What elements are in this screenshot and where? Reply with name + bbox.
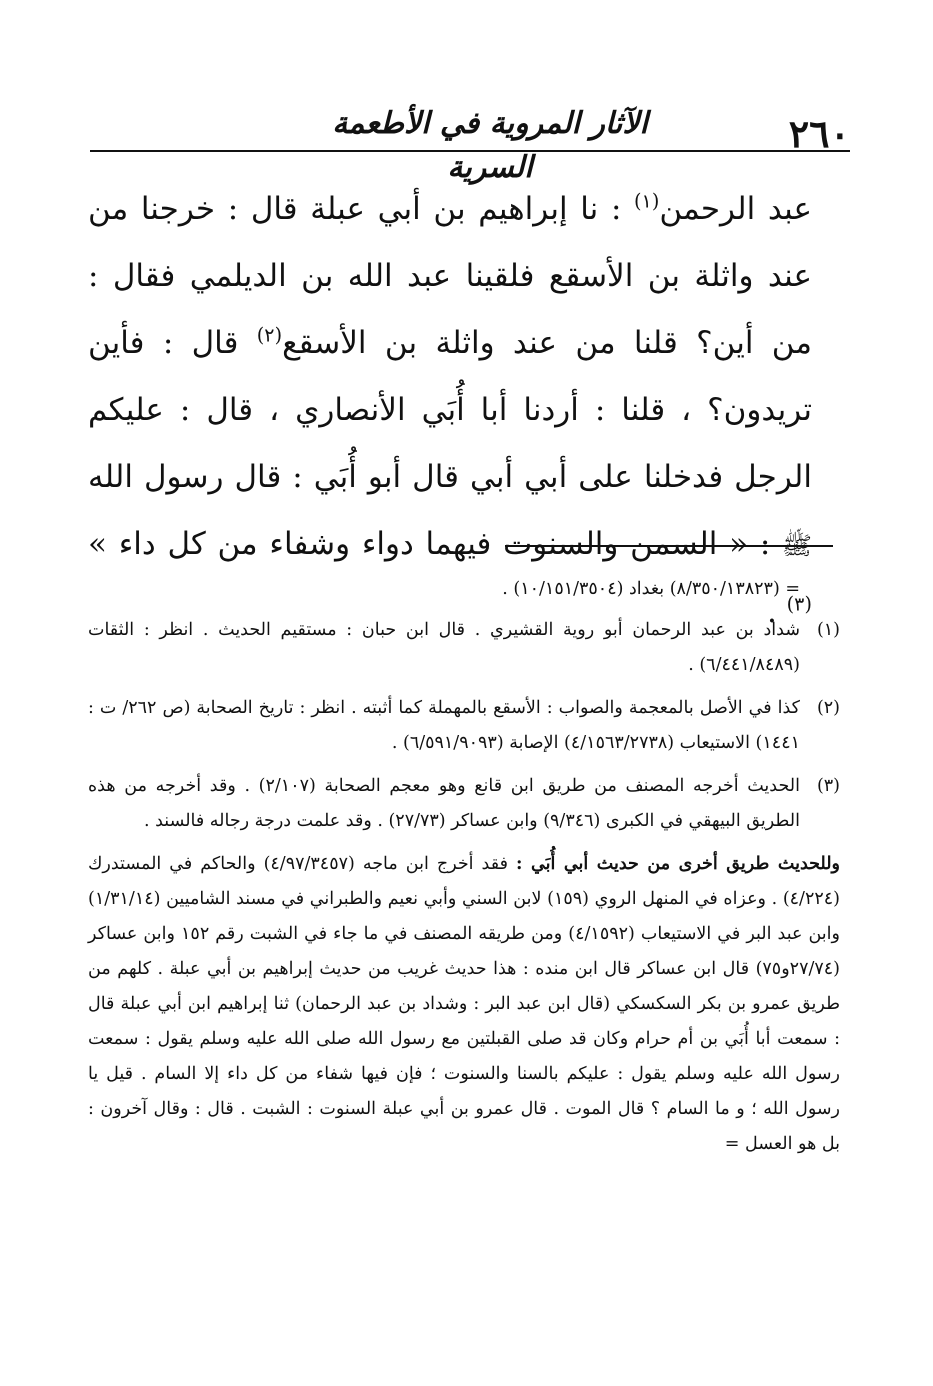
footnote-text: شداد بن عبد الرحمان أبو روية القشيري . قال ابن حبان : مستقيم الحديث . انظر : الثقات (٦/٤٤١/٨٤٨٩) . — [88, 620, 800, 675]
footnote-marker: (٣) — [816, 776, 840, 796]
footnote-reference: (٣) — [786, 592, 812, 616]
footnote-item — [88, 613, 840, 683]
footnotes — [88, 572, 840, 1162]
page-header — [90, 96, 850, 185]
page-number: ٢٦٠ — [788, 111, 850, 156]
footnote-marker: (٢) — [816, 698, 840, 718]
footnote-separator — [505, 545, 833, 547]
footnote-text: كذا في الأصل بالمعجمة والصواب : الأسقع بالمهملة كما أثبته . انظر : تاريخ الصحابة (ص ٢٦٢/ ت : ١٤٤١) الاستيعاب (٤/١٥٦٣/٢٧٣٨) الإصابة (٦/٥٩١/٩٠٩٣) . — [88, 698, 800, 753]
footnote-marker: (١) — [816, 620, 840, 640]
footnote-item — [88, 691, 840, 761]
salla-ligature: ﷺ — [782, 531, 812, 560]
footnote-paragraph — [88, 847, 840, 1162]
footnote-reference: (١) — [634, 189, 660, 213]
main-text-segment: : نا إبراهيم بن أبي عبلة قال : خرجنا من عند واثلة بن الأسقع فلقينا عبد الله بن الديلمي فقال : من أين؟ قلنا من عند واثلة بن الأسقع — [88, 191, 812, 361]
running-title: الآثار المروية في الأطعمة السرية — [332, 106, 648, 185]
header-rule — [90, 150, 850, 152]
footnote-reference: (٢) — [256, 323, 283, 347]
main-text-segment: . — [766, 594, 787, 630]
main-text-segment: : « السمن والسنوت فيهما دواء وشفاء من كل داء » — [88, 526, 783, 562]
footnote-paragraph-heading: وللحديث طريق أخرى من حديث أبي أُبَي : — [516, 854, 840, 874]
footnote-text: الحديث أخرجه المصنف من طريق ابن قانع وهو معجم الصحابة (٢/١٠٧) . وقد أخرجه من هذه الطريق البيهقي في الكبرى (٩/٣٤٦) وابن عساكر (٢٧/٧٣) . وقد علمت درجة رجاله فالسند . — [88, 776, 800, 831]
main-text-segment: قال : فأين تريدون؟ ، قلنا : أردنا أبا أُبَي الأنصاري ، قال : عليكم الرجل فدخلنا على أبي أبي قال أبو أُبَي : قال رسول الله — [88, 325, 812, 495]
footnote-paragraph-text: فقد أخرج ابن ماجه (٤/٩٧/٣٤٥٧) والحاكم في المستدرك (٤/٢٢٤) . وعزاه في المنهل الروي (١٥٩) لابن السني وأبي نعيم والطبراني في مسند الشاميين (١/٣١/١٤) وابن عبد البر في الاستيعاب (٤/١٥٩٢) ومن طريقه المصنف في ما جاء في الشبت رقم ١٥٢ وابن عساكر (٢٧/٧٤و٧٥) قال ابن عساكر قال ابن منده : هذا حديث غريب من حديث إبراهيم بن أبي عبلة . كلهم من طريق عمرو بن بكر السكسكي (قال ابن عبد البر : وشداد بن عبد الرحمان) ثنا إبراهيم ابن أبي عبلة قال : سمعت أبا أُبَي بن أم حرام وكان قد صلى القبلتين مع رسول الله صلى الله عليه وسلم يقول : سمعت رسول الله عليه وسلم يقول : عليكم بالسنا والسنوت ؛ فإن فيها شفاء من كل داء إلا السام . قيل يا رسول الله ؛ و ما السام ؟ قال الموت . قال عمرو بن أبي عبلة السنوت : الشبت . قال : وقال آخرون : بل هو العسل = — [88, 854, 840, 1154]
main-text-segment: عبد الرحمن — [659, 191, 812, 227]
footnote-continuation: = (٨/٣٥٠/١٣٨٢٣) بغداد (١٠/١٥١/٣٥٠٤) . — [502, 579, 800, 599]
footnote-item — [88, 769, 840, 839]
